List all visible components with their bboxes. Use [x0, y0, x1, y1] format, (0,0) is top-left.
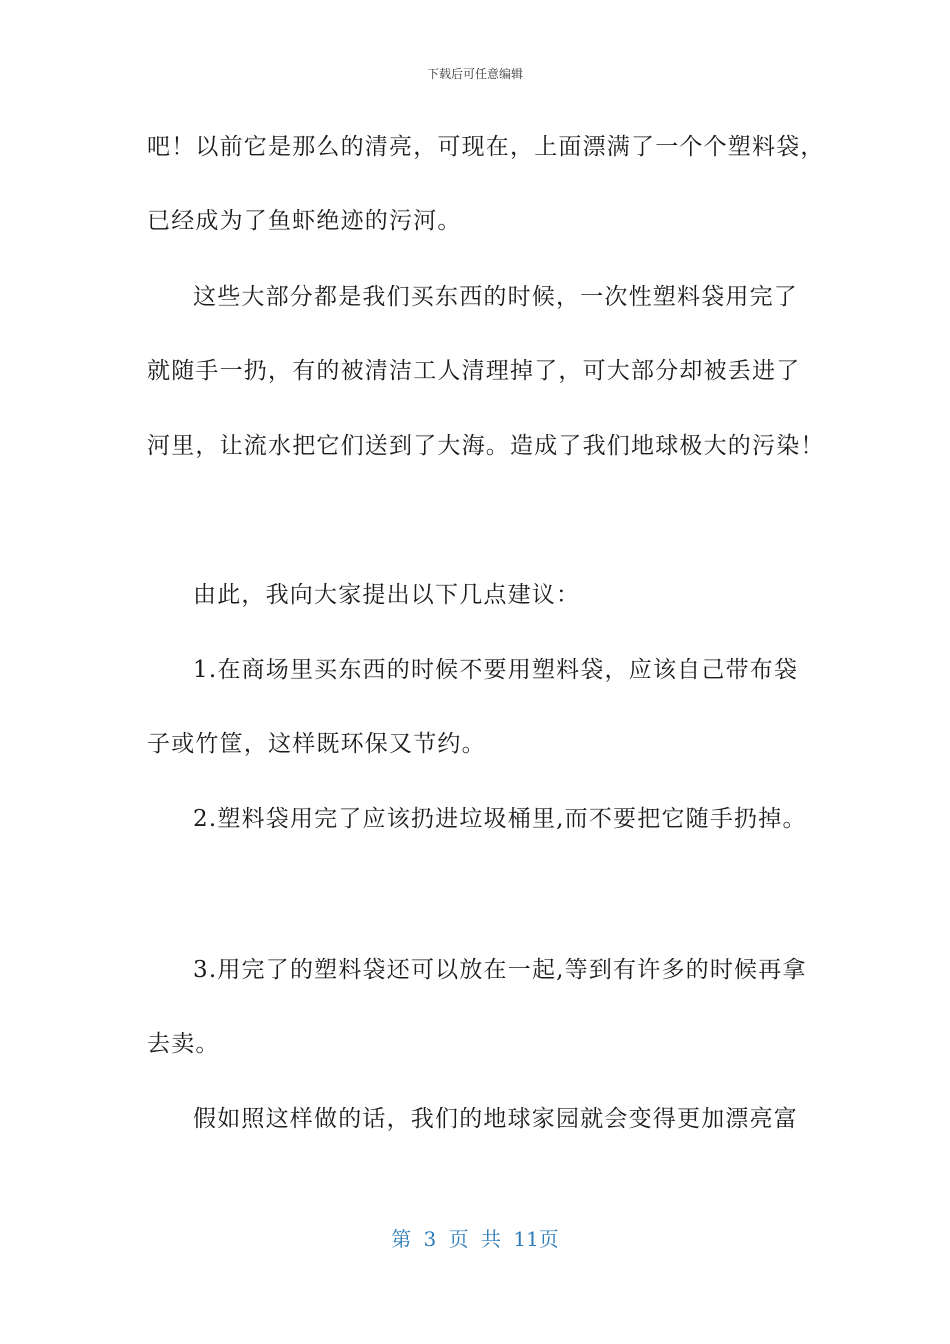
suggestion-item-3: 3.用完了的塑料袋还可以放在一起,等到有许多的时候再拿 [193, 957, 807, 983]
text-line: 已经成为了鱼虾绝迹的污河。 [147, 208, 462, 234]
suggestion-item-2: 2.塑料袋用完了应该扔进垃圾桶里,而不要把它随手扔掉。 [193, 806, 807, 832]
suggestion-item-1: 1.在商场里买东西的时候不要用塑料袋，应该自己带布袋 [193, 657, 799, 683]
page-number-footer: 第 3 页 共 11页 [391, 1227, 559, 1251]
text-line: 去卖。 [147, 1031, 220, 1057]
text-line: 就随手一扔，有的被清洁工人清理掉了，可大部分却被丢进了 [147, 358, 801, 384]
page-header: 下载后可任意编辑 [426, 67, 523, 81]
text-line: 子或竹筐，这样既环保又节约。 [147, 731, 486, 757]
paragraph-start: 这些大部分都是我们买东西的时候，一次性塑料袋用完了 [193, 284, 798, 310]
paragraph-start: 由此，我向大家提出以下几点建议： [193, 582, 581, 608]
paragraph-start: 假如照这样做的话，我们的地球家园就会变得更加漂亮富 [193, 1106, 798, 1132]
text-line: 吧！以前它是那么的清亮，可现在，上面漂满了一个个塑料袋， [147, 134, 825, 160]
text-line: 河里，让流水把它们送到了大海。造成了我们地球极大的污染！ [147, 433, 825, 459]
